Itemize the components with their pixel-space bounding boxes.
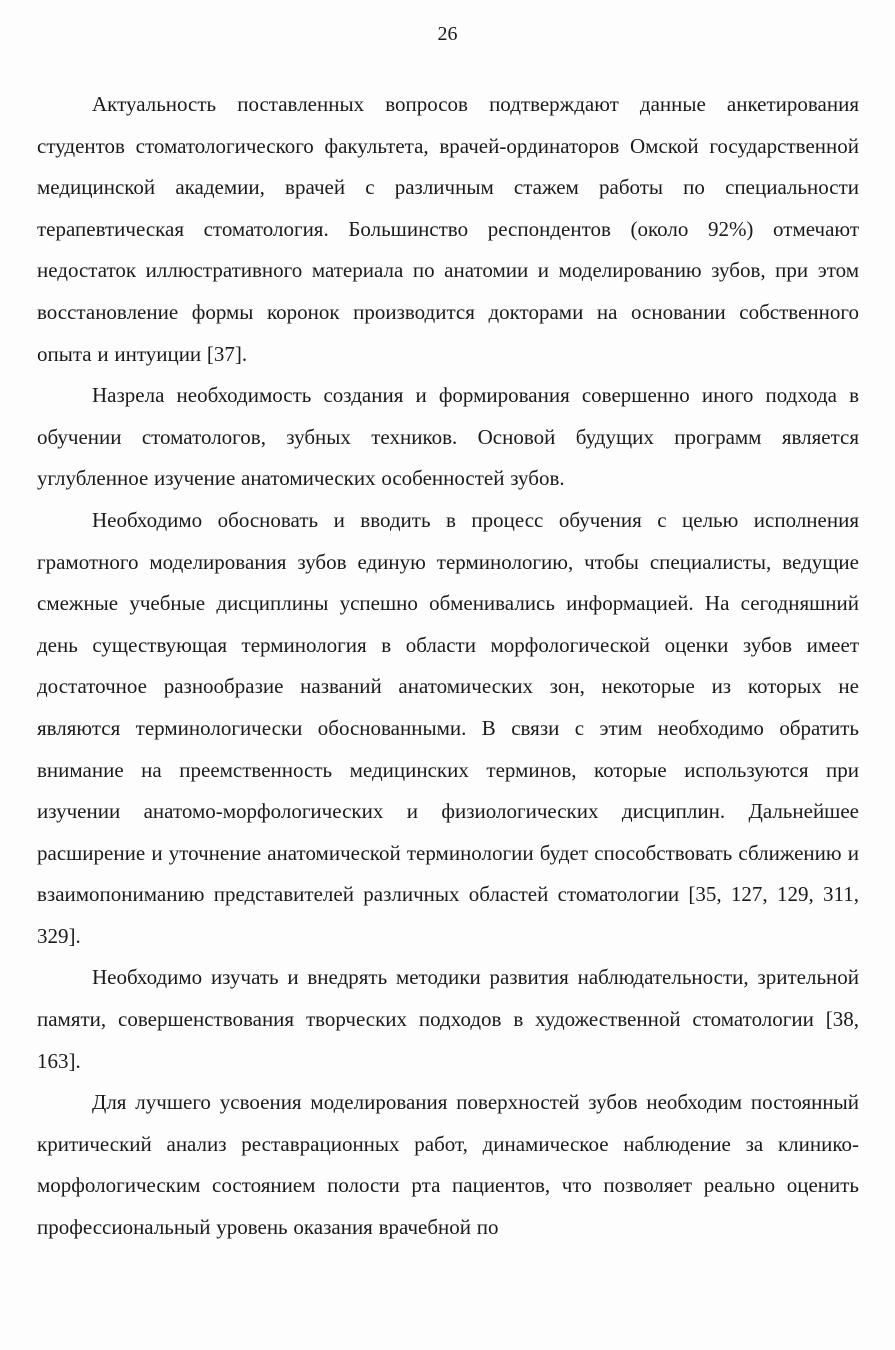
- paragraph-new-approach: Назрела необходимость создания и формирования совершенно иного подхода в обучении стоматологов, зубных техников. Основой будущих программ является углубленное изучение анатомических особенностей зубов.: [37, 383, 859, 491]
- paragraph-survey-relevance: Актуальность поставленных вопросов подтверждают данные анкетирования студентов стоматологического факультета, врачей-ординаторов Омской государственной медицинской академии, врачей с различным стажем работы по специальности терапевтическая стоматология. Большинство респондентов (около 92%) отмечают недостаток иллюстративного материала по анатомии и моделированию зубов, при этом восстановление формы коронок производится докторами на основании собственного опыта и интуиции [37].: [37, 92, 859, 366]
- page-number: 26: [437, 23, 458, 45]
- paragraph-observation-methods: Необходимо изучать и внедрять методики развития наблюдательности, зрительной памяти, совершенствования творческих подходов в художественной стоматологии [38, 163].: [37, 965, 859, 1073]
- text-body: [37, 84, 859, 1249]
- paragraph-unified-terminology: Необходимо обосновать и вводить в процесс обучения с целью исполнения грамотного моделирования зубов единую терминологию, чтобы специалисты, ведущие смежные учебные дисциплины успешно обменивались информацией. На сегодняшний день существующая терминология в области морфологической оценки зубов имеет достаточное разнообразие названий анатомических зон, некоторые из которых не являются терминологически обоснованными. В связи с этим необходимо обратить внимание на преемственность медицинских терминов, которые используются при изучении анатомо-морфологических и физиологических дисциплин. Дальнейшее расширение и уточнение анатомической терминологии будет способствовать сближению и взаимопониманию представителей различных областей стоматологии [35, 127, 129, 311, 329].: [37, 507, 859, 948]
- paragraph-critical-analysis: Для лучшего усвоения моделирования поверхностей зубов необходим постоянный критический анализ реставрационных работ, динамическое наблюдение за клинико-морфологическим состоянием полости рта пациентов, что позволяет реально оценить профессиональный уровень оказания врачебной по: [37, 1090, 859, 1240]
